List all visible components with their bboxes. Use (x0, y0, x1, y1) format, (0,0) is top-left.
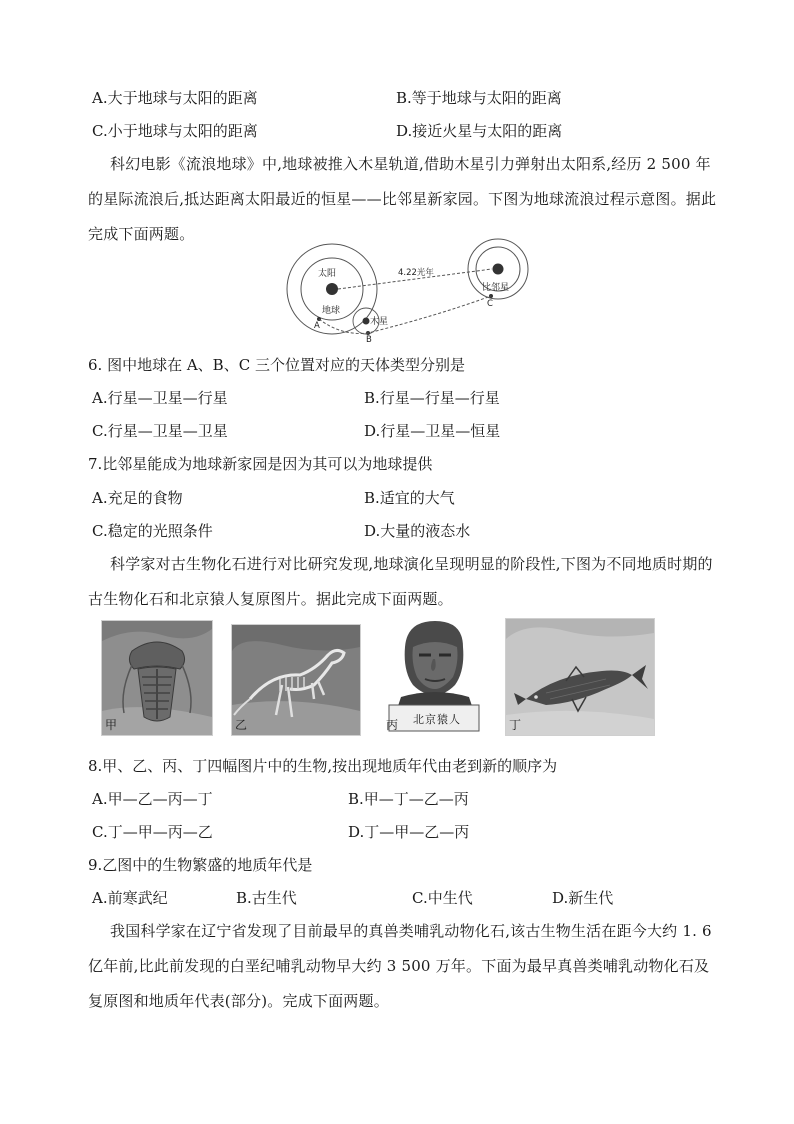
q6-option-d: D.行星—卫星—恒星 (364, 422, 501, 440)
q8-stem: 8.甲、乙、丙、丁四幅图片中的生物,按出现地质年代由老到新的顺序为 (88, 757, 558, 775)
q8-option-a: A.甲—乙—丙—丁 (92, 790, 213, 808)
image-label-yi: 乙 (235, 718, 248, 732)
dinosaur-illustration (232, 625, 360, 735)
image-ding-fish-fossil (505, 618, 655, 736)
distance-label: 4.22光年 (398, 268, 434, 278)
q7-option-c: C.稳定的光照条件 (92, 522, 213, 540)
peking-man-plaque-label: 北京猿人 (413, 713, 461, 726)
q8-option-d: D.丁—甲—乙—丙 (348, 823, 470, 841)
q5-option-b: B.等于地球与太阳的距离 (396, 89, 562, 107)
q6-stem: 6. 图中地球在 A、B、C 三个位置对应的天体类型分别是 (88, 356, 465, 374)
earth-label: 地球 (322, 306, 341, 316)
q9-option-c: C.中生代 (412, 889, 473, 907)
point-a-label: A (314, 321, 320, 331)
q7-option-b: B.适宜的大气 (364, 489, 455, 507)
q5-option-d: D.接近火星与太阳的距离 (396, 122, 563, 140)
jupiter-dot (363, 318, 370, 325)
jupiter-label: 木星 (370, 317, 389, 327)
image-label-ding: 丁 (509, 718, 522, 732)
wandering-earth-diagram (286, 236, 552, 346)
passage-mammal-fossil (88, 914, 718, 1019)
q7-option-d: D.大量的液态水 (364, 522, 471, 540)
image-jia-trilobite (101, 620, 213, 736)
q8-option-b: B.甲—丁—乙—丙 (348, 790, 469, 808)
point-c-label: C (487, 299, 493, 309)
passage-fossils-text: 科学家对古生物化石进行对比研究发现,地球演化呈现明显的阶段性,下图为不同地质时期的古生物化石和北京猿人复原图片。据此完成下面两题。 (88, 555, 713, 608)
q9-stem: 9.乙图中的生物繁盛的地质年代是 (88, 856, 313, 874)
image-yi-dinosaur (231, 624, 361, 736)
proxima-dot (493, 264, 504, 275)
proxima-label: 比邻星 (482, 283, 510, 293)
passage-mammal-fossil-text: 我国科学家在辽宁省发现了目前最早的真兽类哺乳动物化石,该古生物生活在距今大约 1. 6 亿年前,比此前发现的白垩纪哺乳动物早大约 3 500 万年。下面为最早真兽类哺乳动物化石及复原图和地质年代表(部分)。完成下面两题。 (88, 922, 712, 1010)
q8-option-c: C.丁—甲—丙—乙 (92, 823, 213, 841)
image-label-jia: 甲 (105, 718, 118, 732)
q6-option-a: A.行星—卫星—行星 (92, 389, 228, 407)
q5-option-a: A.大于地球与太阳的距离 (92, 89, 258, 107)
trilobite-illustration (102, 621, 212, 735)
q7-option-a: A.充足的食物 (92, 489, 183, 507)
sun-dot (326, 283, 338, 295)
q9-option-d: D.新生代 (552, 889, 614, 907)
image-bing-peking-man (382, 616, 486, 736)
sun-label: 太阳 (318, 269, 337, 279)
fish-fossil-illustration (506, 619, 654, 735)
travel-path (319, 296, 491, 333)
image-label-bing: 丙 (386, 718, 399, 732)
point-b-label: B (366, 335, 372, 345)
q5-option-c: C.小于地球与太阳的距离 (92, 122, 258, 140)
passage-fossils (88, 547, 718, 617)
q9-option-a: A.前寒武纪 (92, 889, 168, 907)
q9-option-b: B.古生代 (236, 889, 297, 907)
q7-stem: 7.比邻星能成为地球新家园是因为其可以为地球提供 (88, 455, 433, 473)
passage-wandering-earth-text: 科幻电影《流浪地球》中,地球被推入木星轨道,借助木星引力弹射出太阳系,经历 2 500 年的星际流浪后,抵达距离太阳最近的恒星——比邻星新家园。下图为地球流浪过程示意图。据此完成下面两题。 (88, 155, 717, 243)
q6-option-b: B.行星—行星—行星 (364, 389, 500, 407)
q6-option-c: C.行星—卫星—卫星 (92, 422, 228, 440)
